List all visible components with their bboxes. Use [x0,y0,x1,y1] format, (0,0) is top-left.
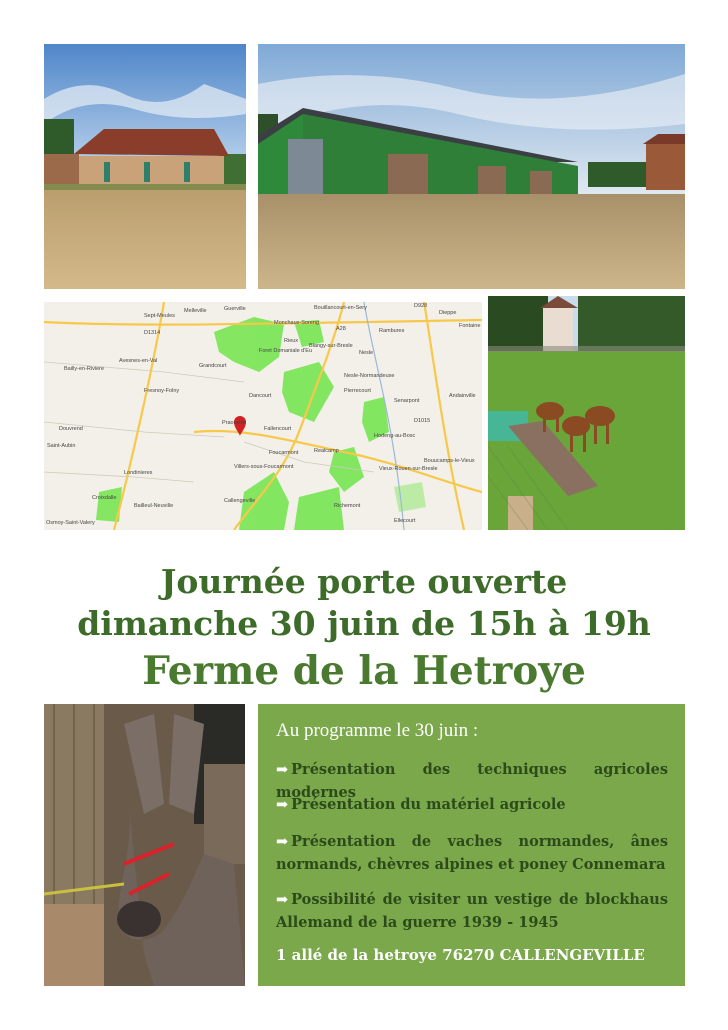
program-title: Au programme le 30 juin : [276,720,479,741]
right-arrow-icon: ➡ [276,761,289,778]
map-label: Rieux [284,338,299,344]
right-arrow-icon: ➡ [276,891,289,908]
map-label: Bailleul-Neuville [134,503,174,509]
program-item [276,888,668,934]
photo-goats [488,296,685,530]
headline-date: dimanche 30 juin de 15h à 19h [77,604,651,643]
map-label: Fallencourt [264,426,292,432]
map-label: Praouville [222,420,247,426]
program-item [276,793,668,816]
map-label: Vieux-Rouen-sur-Bresle [379,466,438,472]
photo-hangar [258,44,685,289]
map-label: Avesnes-en-Val [119,358,158,364]
program-panel [258,704,685,986]
map-label: Villers-sous-Foucarmont [234,464,294,470]
address: 1 allé de la hetroye 76270 CALLENGEVILLE [276,946,645,964]
map-label: Osmoy-Saint-Valery [46,520,95,526]
map-label: Ellecourt [394,518,416,524]
headline-event: Journée porte ouverte [160,562,568,601]
map-label: Pierrecourt [344,388,371,394]
map-label: Fresnoy-Folny [144,388,180,394]
map-label: Senarpont [394,398,420,404]
map-label: Londinieres [124,470,153,476]
map-label: Realcamp [314,448,339,454]
map-label: Bailly-en-Riviere [64,366,105,372]
map-label: Hodeng-au-Bosc [374,433,416,439]
road-label: A28 [336,326,346,332]
right-arrow-icon: ➡ [276,796,289,813]
right-arrow-icon: ➡ [276,833,289,850]
road-label: D928 [414,303,428,309]
map-label: Douvrend [59,426,83,432]
map-label: Fontaine [459,323,481,329]
map-label: Andainville [449,393,476,399]
map-label: Bouucamps-le-Vieux [424,458,475,464]
map-label: Monchaux-Soreng [274,320,319,326]
map-label: Foret Domaniale d'Eu [259,348,313,354]
map-label: Sept-Meules [144,313,175,319]
photo-donkey [44,704,245,986]
map-label: Nesle-Normandeuse [344,373,395,379]
photo-farmhouse [44,44,246,289]
program-item-text: Présentation des techniques agricoles modernes [276,761,668,801]
map-label: Rambures [379,328,405,334]
map-label: Nesle [359,350,374,356]
map-label: Saint-Aubin [47,443,76,449]
program-item-text: Possibilité de visiter un vestige de blockhaus Allemand de la guerre 1939 - 1945 [276,891,668,931]
map-label: Melleville [184,308,207,314]
map-label: Guerville [224,306,246,312]
road-label: D1015 [414,418,431,424]
road-label: D1314 [144,330,161,336]
map-label: Foucarmont [269,450,299,456]
map-label: Richemont [334,503,361,509]
map-label: Grandcourt [199,363,227,369]
map-label: Dancourt [249,393,272,399]
map-label: Dieppe [439,310,457,316]
map-label: Callengeville [224,498,256,504]
program-item [276,830,668,876]
headline-farm-name: Ferme de la Hetroye [142,648,586,694]
program-item-text: Présentation de vaches normandes, ânes normands, chèvres alpines et poney Connemara [276,833,668,873]
map-label: Blangy-sur-Bresle [309,343,353,349]
map[interactable] [44,302,482,530]
program-item-text: Présentation du matériel agricole [291,796,566,813]
map-label: Bouillancourt-en-Sery [314,305,367,311]
map-label: Croixdalle [92,495,117,501]
